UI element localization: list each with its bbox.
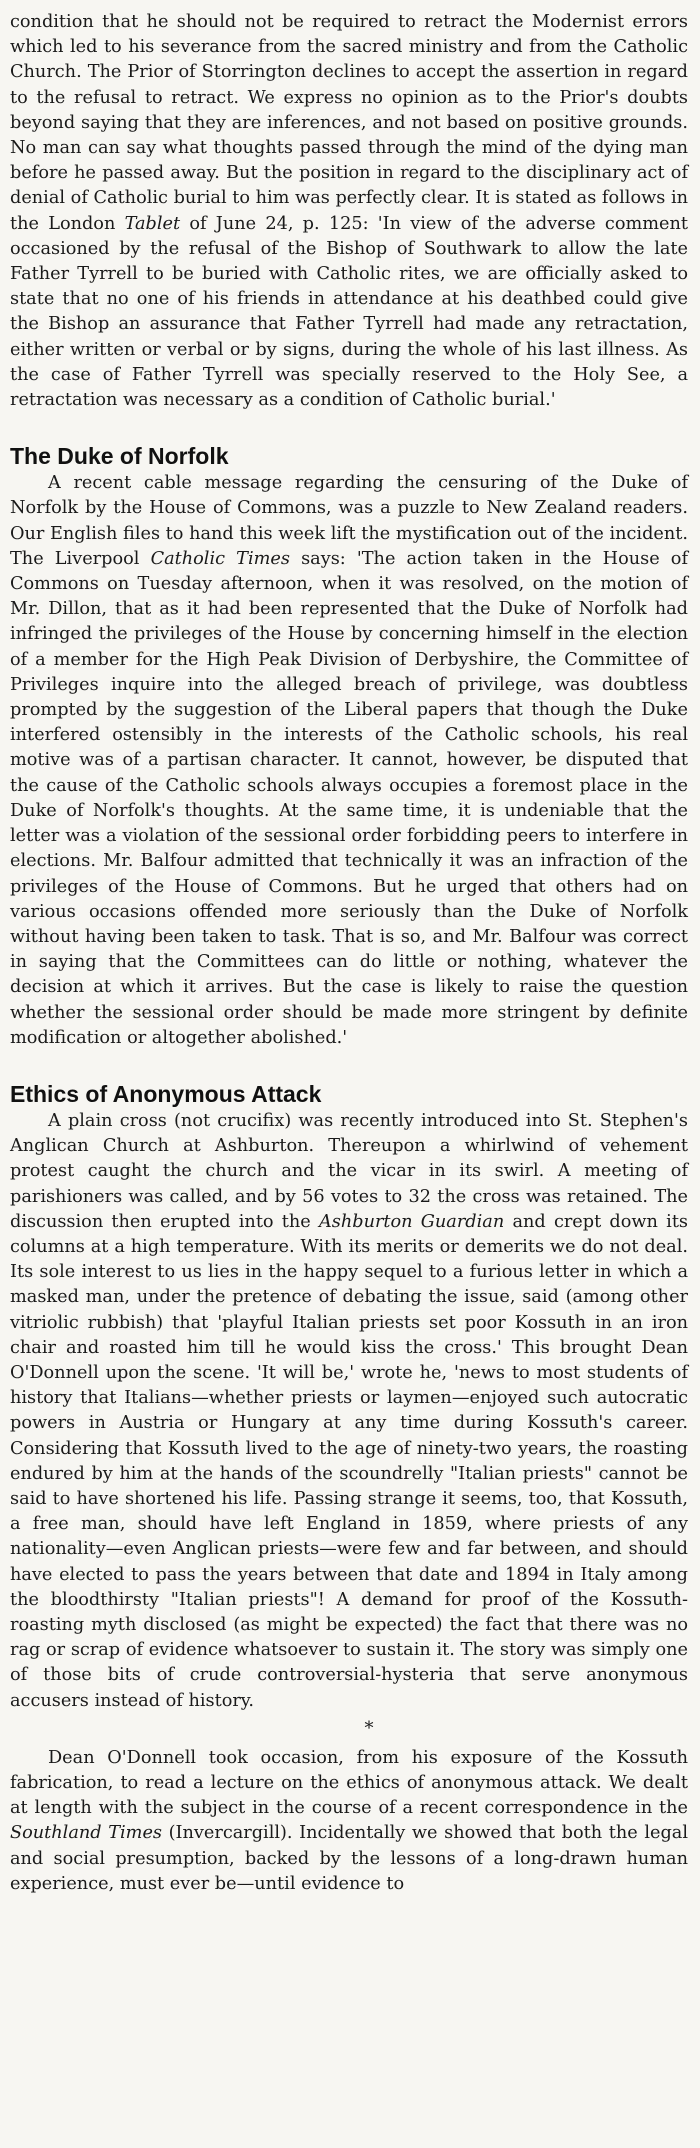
section-heading-ethics-of-anonymous-attack: Ethics of Anonymous Attack <box>10 1080 322 1107</box>
ethics-paragraph-2: Dean O'Donnell took occasion, from his exposure of the Kossuth fabrication, to read a lecture on the ethics of anonymous attack. We dealt at length with the subject in the course of a recent correspondence in the Southland Times (Invercargill). Incidentally we showed that both the legal and social presumption, backed by the lessons of a long-drawn human experience, must ever be—until evidence to <box>10 1747 688 1894</box>
section-separator: * <box>364 1717 374 1739</box>
ethics-paragraph-1: A plain cross (not crucifix) was recently introduced into St. Stephen's Anglican Church at Ashburton. Thereupon a whirlwind of vehement protest caught the church and the vicar in its swirl. A meeting of parishioners was called, and by 56 votes to 32 the cross was retained. The discussion then erupted into the Ashburton Guardian and crept down its columns at a high temperature. With its merits or demerits we do not deal. Its sole interest to us lies in the happy sequel to a furious letter in which a masked man, under the pretence of debating the issue, said (among other vitriolic rubbish) that 'playful Italian priests set poor Kossuth in an iron chair and roasted him till he would kiss the cross.' This brought Dean O'Donnell upon the scene. 'It will be,' wrote he, 'news to most students of history that Italians—whether priests or laymen—enjoyed such autocratic powers in Austria or Hungary at any time during Kossuth's career. Considering that Kossuth lived to the age of ninety-two years, the roasting endured by him at the hands of the scoundrelly "Italian priests" cannot be said to have shortened his life. Passing strange it seems, too, that Kossuth, a free man, should have left England in 1859, where priests of any nationality—even Anglican priests—were few and far between, and should have elected to pass the years between that date and 1894 in Italy among the bloodthirsty "Italian priests"! A demand for proof of the Kossuth-roasting myth disclosed (as might be expected) the fact that there was no rag or scrap of evidence whatsoever to sustain it. The story was simply one of those bits of crude controversial-hysteria that serve anonymous accusers instead of history. <box>10 1110 688 1711</box>
norfolk-paragraph: A recent cable message regarding the censuring of the Duke of Norfolk by the House of Commons, was a puzzle to New Zealand readers. Our English files to hand this week lift the mystification out of the incident. The Liverpool Catholic Times says: 'The action taken in the House of Commons on Tuesday afternoon, when it was resolved, on the motion of Mr. Dillon, that as it had been represented that the Duke of Norfolk had infringed the privileges of the House by concerning himself in the election of a member for the High Peak Division of Derbyshire, the Committee of Privileges inquire into the alleged breach of privilege, was doubtless prompted by the suggestion of the Liberal papers that though the Duke interfered ostensibly in the interests of the Catholic schools, his real motive was of a partisan character. It cannot, however, be disputed that the cause of the Catholic schools always occupies a foremost place in the Duke of Norfolk's thoughts. At the same time, it is undeniable that the letter was a violation of the sessional order forbidding peers to interfere in elections. Mr. Balfour admitted that technically it was an infraction of the privileges of the House of Commons. But he urged that others had on various occasions offended more seriously than the Duke of Norfolk without having been taken to task. That is so, and Mr. Balfour was correct in saying that the Committees can do little or nothing, whatever the decision at which it arrives. But the case is likely to raise the question whether the sessional order should be made more stringent by definite modification or altogether abolished.' <box>10 473 689 1048</box>
article-continued-paragraph: condition that he should not be required to retract the Modernist errors which led to his severance from the sacred ministry and from the Catholic Church. The Prior of Storrington declines to accept the assertion in regard to the refusal to retract. We express no opinion as to the Prior's doubts beyond saying that they are inferences, and not based on positive grounds. No man can say what thoughts passed through the mind of the dying man before he passed away. But the position in regard to the disciplinary act of denial of Catholic burial to him was perfectly clear. It is stated as follows in the London Tablet of June 24, p. 125: 'In view of the adverse comment occasioned by the refusal of the Bishop of Southwark to allow the late Father Tyrrell to be buried with Catholic rites, we are officially asked to state that no one of his friends in attendance at his deathbed could give the Bishop an assurance that Father Tyrrell had made any retractation, either written or verbal or by signs, during the whole of his last illness. As the case of Father Tyrrell was specially reserved to the Holy See, a retractation was necessary as a condition of Catholic burial.' <box>10 12 688 411</box>
section-heading-duke-of-norfolk: The Duke of Norfolk <box>10 443 229 470</box>
